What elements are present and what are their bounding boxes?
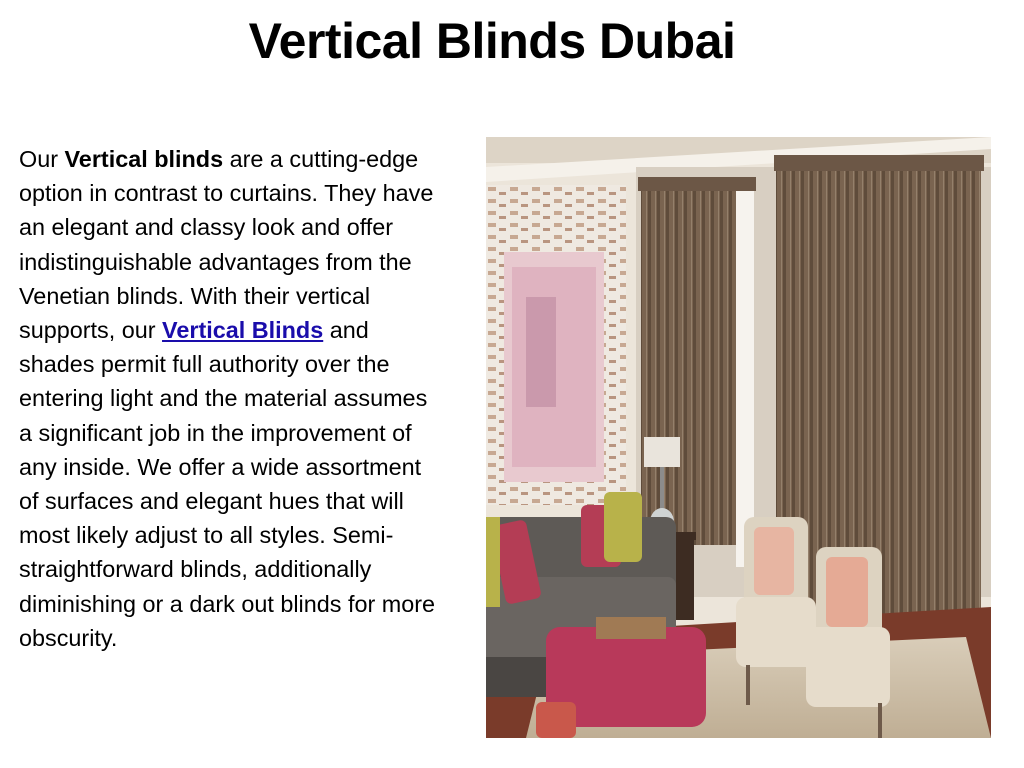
body-paragraph	[19, 142, 439, 655]
body-text-part-3: and shades permit full authority over the entering light and the material assumes a significant job in the improvement of any inside. We offer a wide assortment of surfaces and elegant hues that will most likely adjust to all styles. Semi-straightforward blinds, additionally diminishing or a dark out blinds for more obscurity.	[19, 317, 436, 651]
slide-title: Vertical Blinds Dubai	[248, 13, 736, 69]
body-text-part-2: are a cutting-edge option in contrast to curtains. They have an elegant and classy look and offer indistinguishable advantages from the Venetian blinds. With their vertical supports, our	[19, 146, 434, 344]
intro-text: Our	[19, 146, 65, 172]
photo-illustration	[486, 137, 991, 738]
vertical-blinds-link[interactable]: Vertical Blinds	[162, 317, 324, 344]
living-room-vertical-blinds-photo	[486, 137, 991, 738]
bold-term: Vertical blinds	[64, 146, 224, 172]
